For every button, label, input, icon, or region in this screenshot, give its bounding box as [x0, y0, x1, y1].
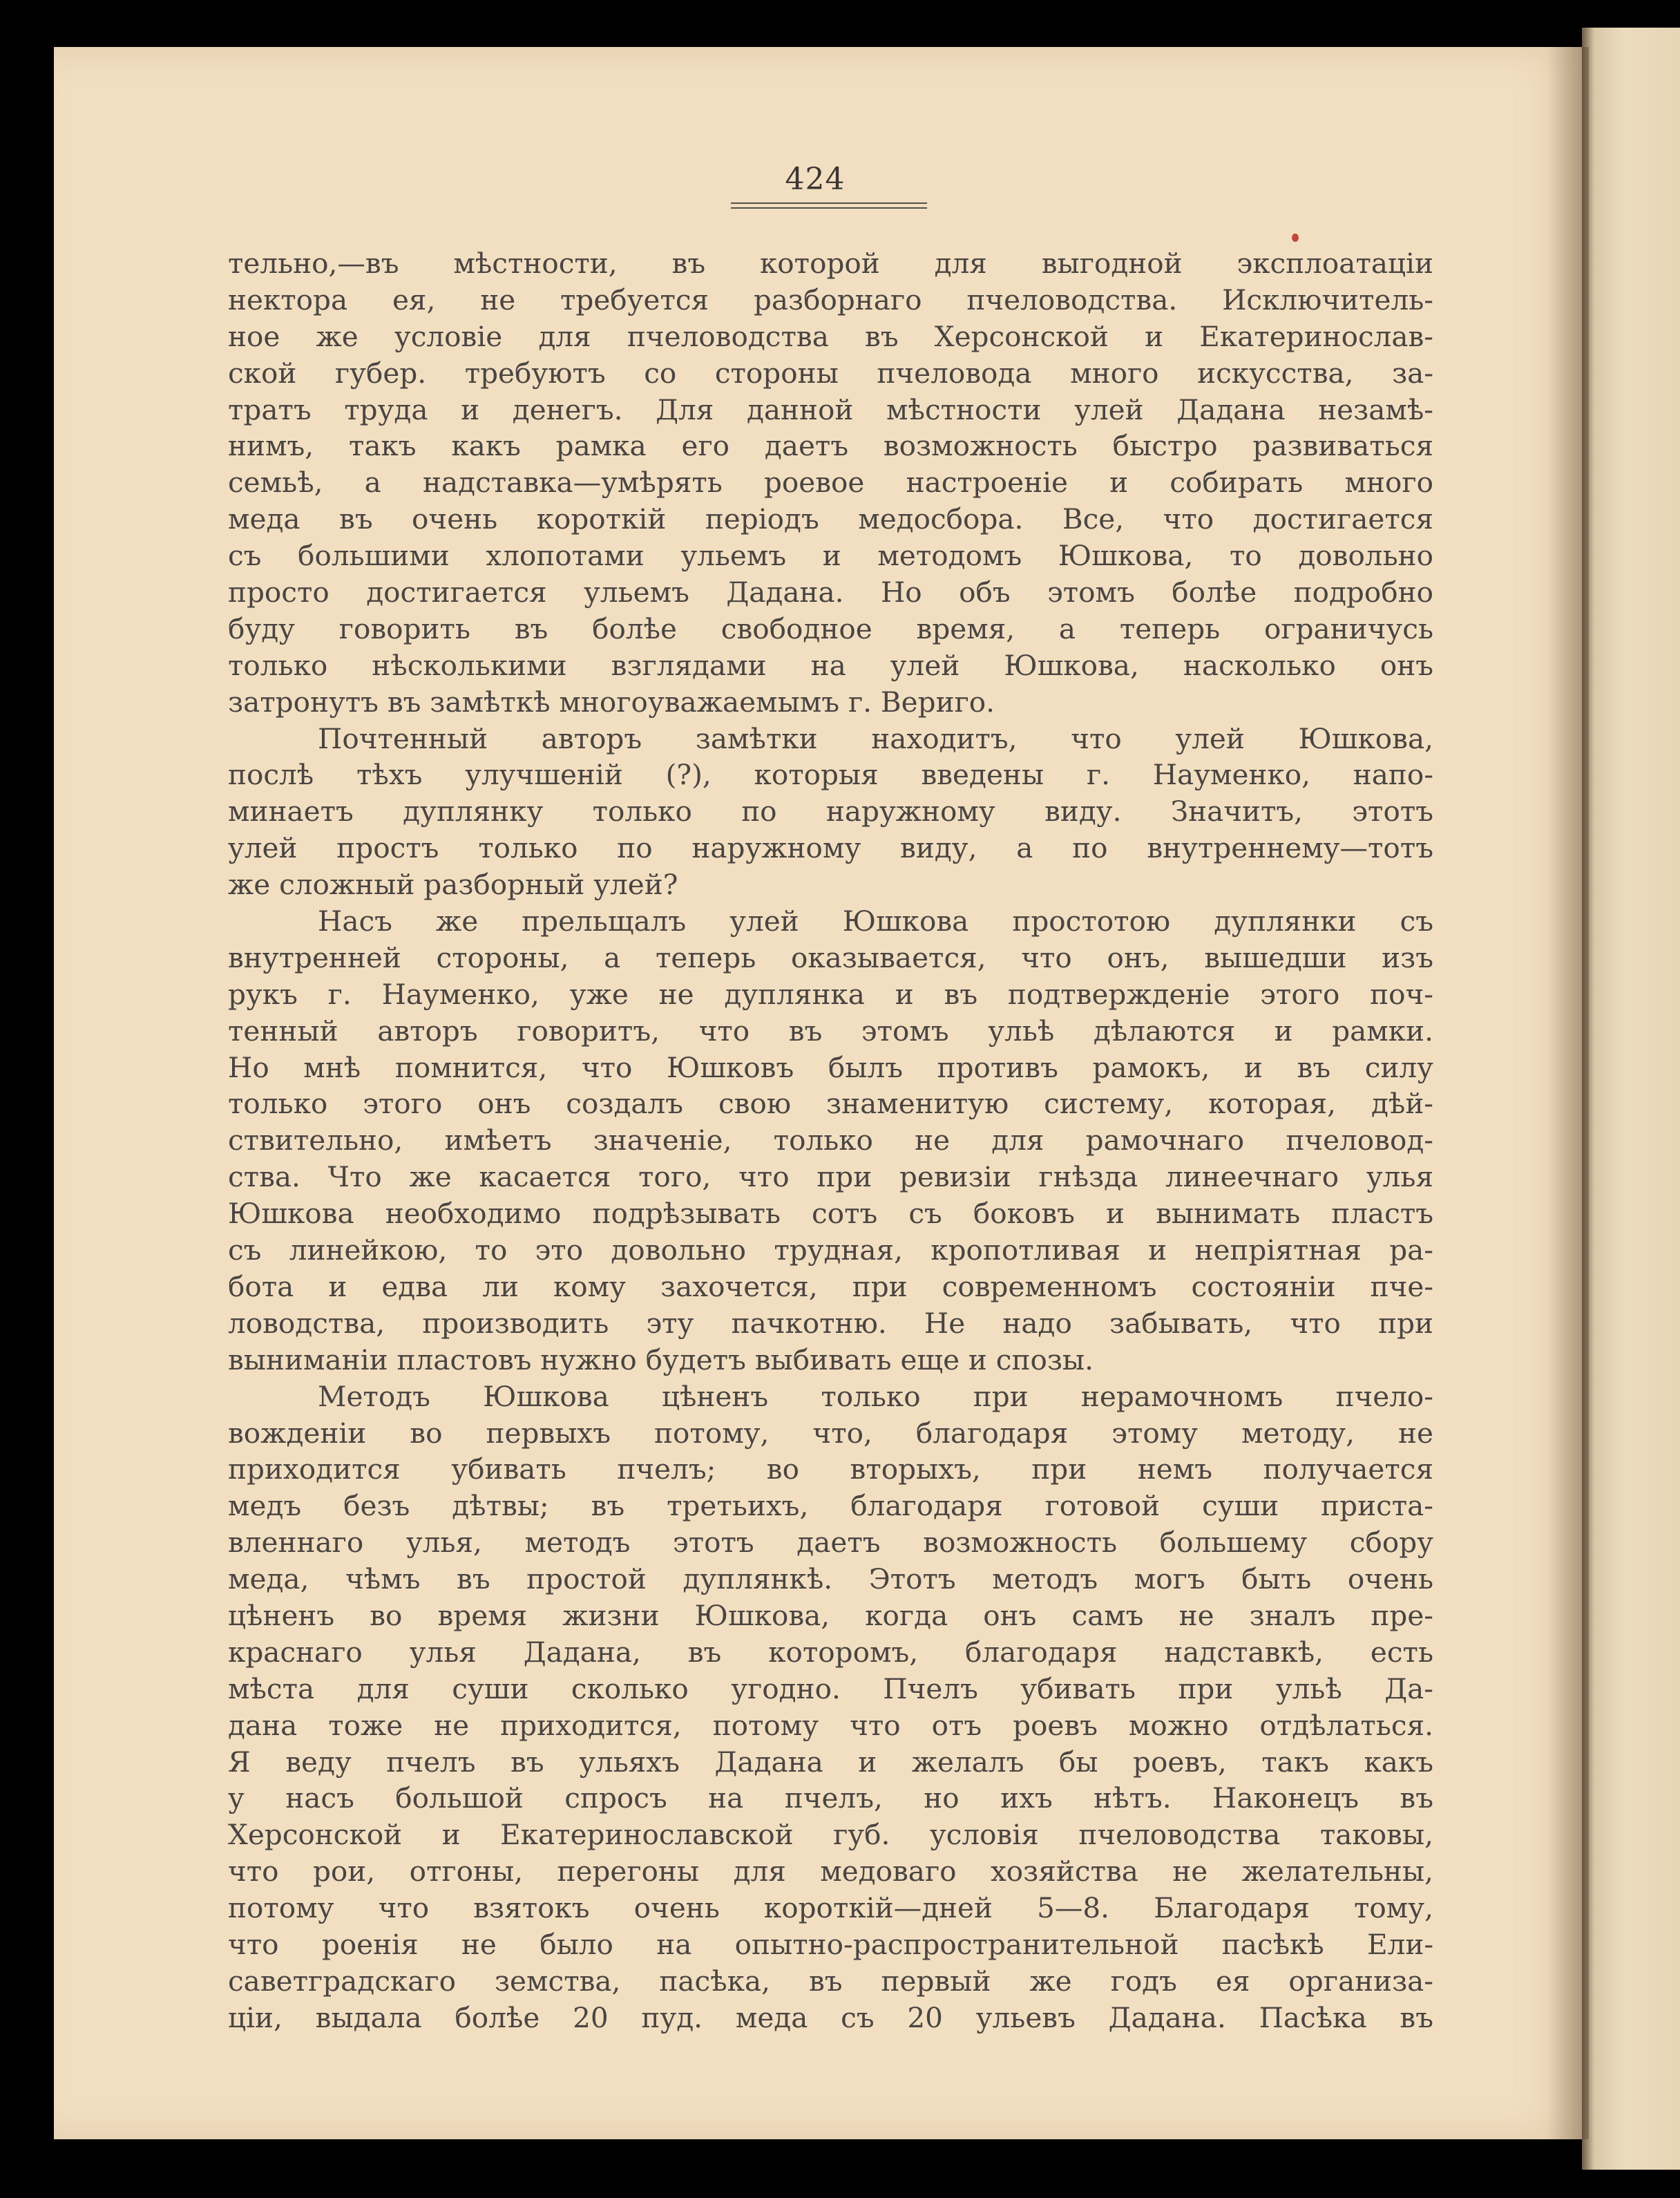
text-line: Я веду пчелъ въ ульяхъ Дадана и желалъ бы роевъ, такъ какъ	[228, 1745, 1433, 1779]
gutter-shadow	[1547, 47, 1589, 2139]
page-number-rule	[731, 202, 927, 209]
text-line: только нѣсколькими взглядами на улей Юшкова, насколько онъ	[228, 648, 1433, 682]
text-line: ствительно, имѣетъ значенiе, только не для рамочнаго пчеловод-	[228, 1124, 1433, 1157]
text-line: съ линейкою, то это довольно трудная, кропотливая и непрiятная ра-	[228, 1233, 1433, 1267]
text-line: меда, чѣмъ въ простой дуплянкѣ. Этотъ методъ могъ быть очень	[228, 1562, 1433, 1596]
text-line: ства. Что же касается того, что при ревизiи гнѣзда линеечнаго улья	[228, 1160, 1433, 1194]
text-line: Насъ же прельщалъ улей Юшкова простотою дуплянки съ	[318, 904, 1433, 938]
text-line: буду говорить въ болѣе свободное время, а теперь ограничусь	[228, 612, 1433, 645]
ink-speck	[1292, 234, 1299, 242]
text-line: рукъ г. Науменко, уже не дуплянка и въ подтвержденiе этого поч-	[228, 977, 1433, 1011]
text-line: дана тоже не приходится, потому что отъ роевъ можно отдѣлаться.	[228, 1708, 1433, 1742]
text-line: просто достигается ульемъ Дадана. Но объ этомъ болѣе подробно	[228, 576, 1433, 609]
text-line: Методъ Юшкова цѣненъ только при нерамочномъ пчело-	[318, 1379, 1433, 1413]
text-line: тратъ труда и денегъ. Для данной мѣстности улей Дадана незамѣ-	[228, 392, 1433, 426]
text-line: меда въ очень короткiй перiодъ медосбора. Все, что достигается	[228, 502, 1433, 536]
text-line: что роенiя не было на опытно-распространительной пасѣкѣ Ели-	[228, 1927, 1433, 1961]
text-line: цѣненъ во время жизни Юшкова, когда онъ самъ не зналъ пре-	[228, 1598, 1433, 1632]
text-line: бота и едва ли кому захочется, при современномъ состоянiи пче-	[228, 1269, 1433, 1303]
text-line: что рои, отгоны, перегоны для медоваго хозяйства не желательны,	[228, 1855, 1433, 1888]
page-number: 424	[785, 162, 846, 197]
text-line: выниманiи пластовъ нужно будетъ выбивать еще и спозы.	[228, 1343, 1094, 1376]
text-line: Почтенный авторъ замѣтки находитъ, что улей Юшкова,	[318, 721, 1433, 755]
text-line: потому что взятокъ очень короткiй—дней 5—8. Благодаря тому,	[228, 1891, 1433, 1925]
text-line: краснаго улья Дадана, въ которомъ, благодаря надставкѣ, есть	[228, 1635, 1433, 1669]
text-line: послѣ тѣхъ улучшенiй (?), которыя введены г. Науменко, напо-	[228, 758, 1433, 792]
next-page-edge	[1582, 28, 1680, 2170]
text-line: ное же условiе для пчеловодства въ Херсонской и Екатеринослав-	[228, 319, 1433, 353]
text-line: медъ безъ дѣтвы; въ третьихъ, благодаря готовой суши приста-	[228, 1489, 1433, 1523]
text-line: съ большими хлопотами ульемъ и методомъ Юшкова, то довольно	[228, 539, 1433, 573]
text-line: затронутъ въ замѣткѣ многоуважаемымъ г. Вериго.	[228, 685, 995, 719]
text-line: вленнаго улья, методъ этотъ даетъ возможность большему сбору	[228, 1526, 1433, 1560]
text-line: минаетъ дуплянку только по наружному виду. Значитъ, этотъ	[228, 795, 1433, 828]
text-line: Херсонской и Екатеринославской губ. условiя пчеловодства таковы,	[228, 1818, 1433, 1852]
text-line: саветградскаго земства, пасѣка, въ первый же годъ ея организа-	[228, 1964, 1433, 1998]
text-line: мѣста для суши сколько угодно. Пчелъ убивать при ульѣ Да-	[228, 1671, 1433, 1705]
text-line: только этого онъ создалъ свою знаменитую систему, которая, дѣй-	[228, 1087, 1433, 1121]
text-line: ской губер. требуютъ со стороны пчеловода много искусства, за-	[228, 356, 1433, 390]
text-line: Но мнѣ помнится, что Юшковъ былъ противъ рамокъ, и въ силу	[228, 1050, 1433, 1084]
text-line: внутренней стороны, а теперь оказывается, что онъ, вышедши изъ	[228, 940, 1433, 974]
text-line: нимъ, такъ какъ рамка его даетъ возможность быстро развиваться	[228, 429, 1433, 463]
text-line: ловодства, производить эту пачкотню. Не надо забывать, что при	[228, 1306, 1433, 1340]
body-text	[228, 245, 1433, 2036]
text-line: нектора ея, не требуется разборнаго пчеловодства. Исключитель-	[228, 283, 1433, 316]
text-line: же сложный разборный улей?	[228, 868, 678, 902]
text-line: вожденiи во первыхъ потому, что, благодаря этому методу, не	[228, 1416, 1433, 1450]
text-line: цiи, выдала болѣе 20 пуд. меда съ 20 ульевъ Дадана. Пасѣка въ	[228, 2000, 1433, 2034]
text-line: Юшкова необходимо подрѣзывать сотъ съ боковъ и вынимать пластъ	[228, 1197, 1433, 1231]
text-line: семьѣ, а надставка—умѣрять роевое настроенiе и собирать много	[228, 466, 1433, 500]
text-line: тенный авторъ говоритъ, что въ этомъ ульѣ дѣлаются и рамки.	[228, 1014, 1433, 1048]
text-line: у насъ большой спросъ на пчелъ, но ихъ нѣтъ. Наконецъ въ	[228, 1781, 1433, 1815]
text-line: улей простъ только по наружному виду, а по внутреннему—тотъ	[228, 831, 1433, 865]
text-line: тельно,—въ мѣстности, въ которой для выгодной эксплоатацiи	[228, 247, 1433, 280]
text-line: приходится убивать пчелъ; во вторыхъ, при немъ получается	[228, 1452, 1433, 1486]
